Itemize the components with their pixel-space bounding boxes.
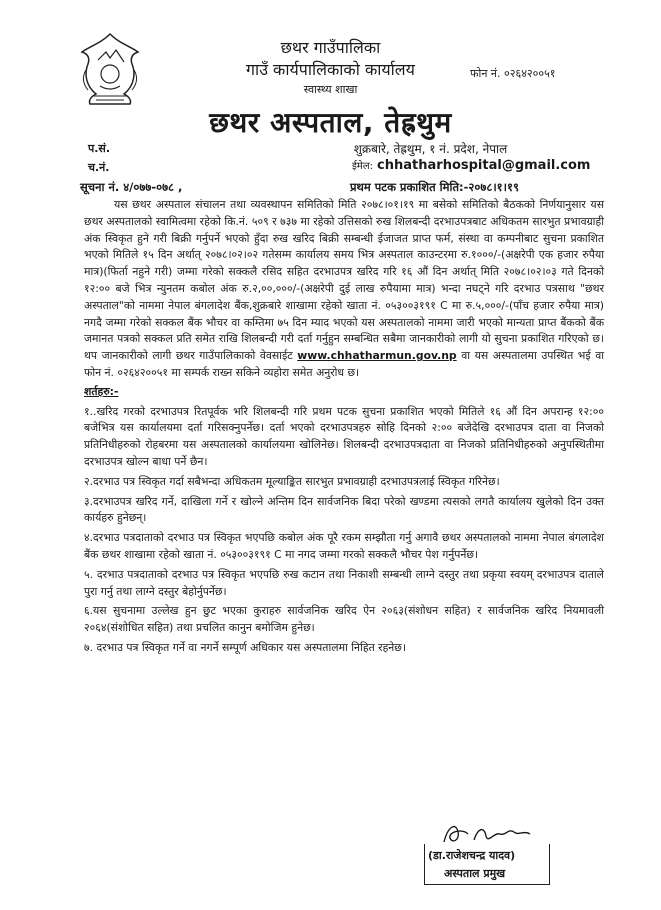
notice-body <box>84 197 604 657</box>
conditions-heading: शर्तहरु:- <box>84 384 119 398</box>
condition-item-6: ६.यस सुचनामा उल्लेख हुन छुट भएका कुराहरु सार्वजनिक खरिद ऐन २०६३(संशोधन सहित) र सार्वजनिक खरिद नियमावली २०६४(संशोधित सहित) तथा प्रचलित कानुन बमोजिम हुनेछ। <box>84 604 604 635</box>
condition-item-5: ५. दरभाउ पत्रदाताको दरभाउ पत्र स्विकृत भएपछि रुख कटान तथा निकाशी सम्बन्धी लाग्ने दस्तुर तथा प्रकृया स्वयम् दरभाउपत्र दाताले पुरा गर्नु तथा लाग्ने दस्तुर बेहोर्नुपर्नेछ। <box>84 567 604 598</box>
notice-number: सूचना नं. ४/०७७-०७८ , <box>80 180 183 194</box>
publish-date: प्रथम पटक प्रकाशित मिति:-२०७८।१।१९ <box>350 180 519 194</box>
condition-item-1: १..खरिद गरको दरभाउपत्र रितपूर्वक भरि शिलबन्दी गरि प्रथम पटक सुचना प्रकाशित भएको मितिले १६ औं दिन अपरान्ह १२:०० बजेभित्र यस कार्यालयमा दर्ता गरिसक्नुपर्नेछ। दर्ता भएको दरभाउपत्रहरु सोहि दिनको २:०० बजेदेखि दरभाउपत्र दाता वा निजको प्रतिनिधीहरुको रोहबरमा यस अस्पतालको कार्यालयमा खोलिनेछ। शिलबन्दी दरभाउपत्रदाता वा निजको प्रतिनिधीहरुको अनुपस्थितीमा दरभाउपत्र खोल्न बाधा पर्ने छैन। <box>84 404 604 468</box>
hospital-title: छथर अस्पताल, तेह्रथुम <box>209 106 452 139</box>
hospital-address: शुक्रबारे, तेह्रथुम, १ नं. प्रदेश, नेपाल <box>353 142 508 156</box>
signatory-title: अस्पताल प्रमुख <box>444 867 506 880</box>
ref-cn: च.नं. <box>88 161 110 174</box>
condition-item-7: ७. दरभाउ पत्र स्विकृत गर्ने वा नगर्ने सम्पूर्ण अधिकार यस अस्पतालमा निहित रहनेछ। <box>84 640 406 654</box>
branch-name: स्वास्थ्य शाखा <box>303 83 358 96</box>
office-name: गाउँ कार्यपालिकाको कार्यालय <box>246 60 415 79</box>
ref-ps: प.सं. <box>88 142 111 155</box>
condition-item-2: २.दरभाउ पत्र स्विकृत गर्दा सबैभन्दा अधिकतम मूल्याङ्कित सारभुत प्रभावग्राही दरभाउपत्रलाई स्विकृत गरिनेछ। <box>84 474 500 488</box>
municipality-name: छथर गाउँपालिका <box>280 38 381 57</box>
website-link[interactable]: www.chhatharmun.gov.np <box>297 349 457 363</box>
email-label: ईमेल: <box>352 161 374 172</box>
email-address[interactable]: chhatharhospital@gmail.com <box>377 158 591 173</box>
email-row <box>352 158 590 173</box>
condition-item-4: ४.दरभाउ पत्रदाताको दरभाउ पत्र स्विकृत भएपछि कबोल अंक पूरै रकम सम्झौता गर्नु अगावै छथर अस्पतालको नाममा नेपाल बंगलादेश बैंक छथर शाखामा रहेको खाता नं. ०५३००३१९१ C मा नगद जम्मा गरको सक्कलै भौचर पेश गर्नुपर्नेछ। <box>84 531 604 561</box>
phone-number: फोन नं. ०२६४२००५१ <box>470 67 556 80</box>
paragraph-tail: वा यस अस्पतालमा उपस्थित भई वा फोन नं. ०२६४२००५१ मा सम्पर्क राख्न सकिने व्यहोरा समेत अनुरोध छ। <box>84 349 605 379</box>
paragraph-text: यस छथर अस्पताल संचालन तथा व्यवस्थापन समितिको मिति २०७८।०१।१९ मा बसेको समितिको बैठकको निर्णयानुसार यस छथर अस्पतालको स्वामित्वमा रहेको कि.नं. ५०९ र ७३७ मा रहेको उत्तिसको रुख शिलबन्दी दरभाउपत्रबाट अधिकतम सारभुत प्रभावग्राही अंक स्विकृत हुने गरी बिक्री गर्नुपर्ने भएको हुँदा रुख खरिद बिक्री सम्बन्धी ईजाजत प्राप्त फर्म, संस्था वा कम्पनीबाट सुचना प्रकाशित भएको मितिले १५ दिन अर्थात् २०७८।०२।०२ गतेसम्म कार्यालय समय भित्र अस्पताल काउन्टरमा रु.१०००/-(अक्षरेपी एक हजार रुपैया मात्र)(फिर्ता नहुने गरी) जम्मा गरेको सक्कलै रसिद सहित दरभाउपत्र खरिद गरि १६ औं दिन अर्थात् मिति २०७८।०२।०३ गते दिनको १२:०० बजे भित्र न्युनतम कबोल अंक रु.२,००,०००/-(अक्षरेपी दुई लाख रुपैयामा मात्र) भन्दा नघट्ने गरि दरभाउ पत्रसाथ "छथर अस्पताल"को नाममा नेपाल बंगलादेश बैंक,शुक्रबारे शाखामा रहेको खाता नं. ०५३००३१९१ C मा रु.५,०००/-(पाँच हजार रुपैया मात्र) नगदै जम्मा गरेको सक्कल बैंक भौचर वा कम्तिमा ७५ दिन म्याद भएको यस अस्पतालको नाममा जारी भएको मान्यता प्राप्त बैंकको बैंक जमानत पत्रको सक्कल प्रति समेत राखि शिलबन्दी गरी दर्ता गर्नुहुन सम्बन्धित सबैमा जानकारीको लागी यो सुचना प्रकाशित गरिएको छ। थप जानकारीको लागी छथर गाउँपालिकाको वेवसाईट <box>84 198 604 363</box>
notice-paragraph <box>84 197 604 382</box>
condition-item-3: ३.दरभाउपत्र खरिद गर्ने, दाखिला गर्ने र खोल्ने अन्तिम दिन सार्वजनिक बिदा परेको खण्डमा त्यसको लगतै कार्यालय खुलेको दिन उक्त कार्यहरु हुनेछन्। <box>84 494 604 525</box>
signatory-name: (डा.राजेशचन्द्र यादव) <box>428 849 516 862</box>
